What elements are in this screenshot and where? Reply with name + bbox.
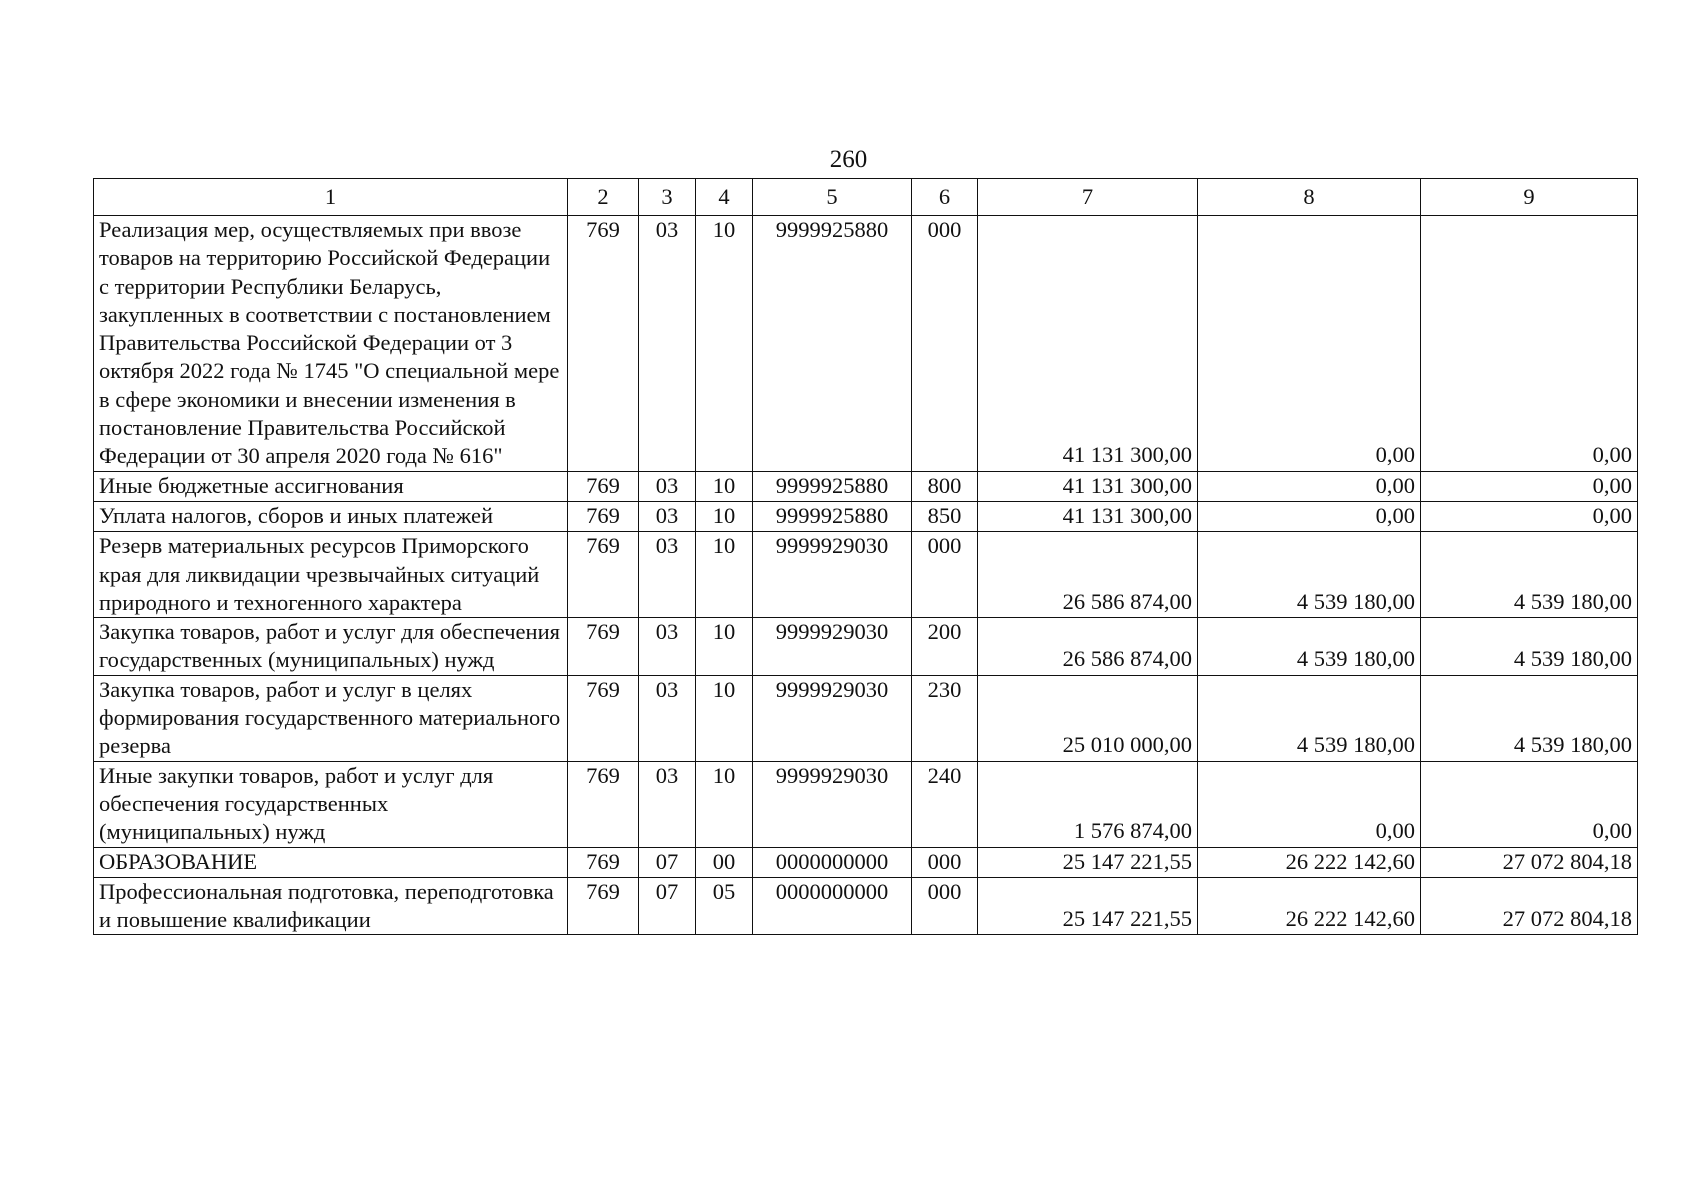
column-6-cell: 000 bbox=[912, 216, 978, 472]
column-7-cell: 25 147 221,55 bbox=[978, 877, 1198, 935]
column-6-cell: 200 bbox=[912, 618, 978, 676]
column-8-cell: 0,00 bbox=[1198, 761, 1421, 847]
column-8-cell: 0,00 bbox=[1198, 216, 1421, 472]
column-9-cell: 4 539 180,00 bbox=[1421, 532, 1638, 618]
row-name-cell: Профессиональная подготовка, переподготовка и повышение квалификации bbox=[94, 877, 568, 935]
column-2-cell: 769 bbox=[568, 618, 639, 676]
column-7-cell: 1 576 874,00 bbox=[978, 761, 1198, 847]
column-3-cell: 03 bbox=[639, 501, 696, 531]
column-5-cell: 9999929030 bbox=[753, 675, 912, 761]
column-7-cell: 25 010 000,00 bbox=[978, 675, 1198, 761]
column-9-cell: 0,00 bbox=[1421, 471, 1638, 501]
table-row bbox=[94, 532, 1638, 618]
row-name-cell: Закупка товаров, работ и услуг для обеспечения государственных (муниципальных) нужд bbox=[94, 618, 568, 676]
column-6-cell: 000 bbox=[912, 532, 978, 618]
table-row bbox=[94, 761, 1638, 847]
column-3-cell: 03 bbox=[639, 532, 696, 618]
column-6-cell: 800 bbox=[912, 471, 978, 501]
column-5-cell: 9999925880 bbox=[753, 501, 912, 531]
column-7-cell: 41 131 300,00 bbox=[978, 471, 1198, 501]
header-cell: 6 bbox=[912, 179, 978, 216]
header-cell: 5 bbox=[753, 179, 912, 216]
column-4-cell: 10 bbox=[696, 532, 753, 618]
row-name-cell: ОБРАЗОВАНИЕ bbox=[94, 847, 568, 877]
column-7-cell: 26 586 874,00 bbox=[978, 618, 1198, 676]
row-name-cell: Реализация мер, осуществляемых при ввозе товаров на территорию Российской Федерации с территории Республики Беларусь, закупленных в соответствии с постановлением Правительства Российской Федерации от 3 октября 2022 года № 1745 "О специальной мере в сфере экономики и внесении изменения в постановление Правительства Российской Федерации от 30 апреля 2020 года № 616" bbox=[94, 216, 568, 472]
column-8-cell: 4 539 180,00 bbox=[1198, 675, 1421, 761]
column-4-cell: 00 bbox=[696, 847, 753, 877]
row-name-cell: Иные бюджетные ассигнования bbox=[94, 471, 568, 501]
column-2-cell: 769 bbox=[568, 501, 639, 531]
column-2-cell: 769 bbox=[568, 532, 639, 618]
column-6-cell: 000 bbox=[912, 877, 978, 935]
page-number: 260 bbox=[829, 146, 868, 173]
column-6-cell: 230 bbox=[912, 675, 978, 761]
column-6-cell: 850 bbox=[912, 501, 978, 531]
row-name-cell: Уплата налогов, сборов и иных платежей bbox=[94, 501, 568, 531]
header-cell: 3 bbox=[639, 179, 696, 216]
column-3-cell: 03 bbox=[639, 618, 696, 676]
column-9-cell: 27 072 804,18 bbox=[1421, 877, 1638, 935]
column-9-cell: 0,00 bbox=[1421, 761, 1638, 847]
row-name-cell: Резерв материальных ресурсов Приморского края для ликвидации чрезвычайных ситуаций природного и техногенного характера bbox=[94, 532, 568, 618]
column-8-cell: 0,00 bbox=[1198, 471, 1421, 501]
column-9-cell: 4 539 180,00 bbox=[1421, 675, 1638, 761]
column-4-cell: 05 bbox=[696, 877, 753, 935]
header-cell: 7 bbox=[978, 179, 1198, 216]
column-5-cell: 9999929030 bbox=[753, 761, 912, 847]
column-9-cell: 0,00 bbox=[1421, 216, 1638, 472]
column-2-cell: 769 bbox=[568, 471, 639, 501]
column-6-cell: 000 bbox=[912, 847, 978, 877]
column-3-cell: 03 bbox=[639, 675, 696, 761]
column-9-cell: 0,00 bbox=[1421, 501, 1638, 531]
column-2-cell: 769 bbox=[568, 675, 639, 761]
column-8-cell: 26 222 142,60 bbox=[1198, 877, 1421, 935]
column-8-cell: 4 539 180,00 bbox=[1198, 532, 1421, 618]
column-7-cell: 26 586 874,00 bbox=[978, 532, 1198, 618]
column-3-cell: 03 bbox=[639, 216, 696, 472]
column-7-cell: 41 131 300,00 bbox=[978, 216, 1198, 472]
header-cell: 1 bbox=[94, 179, 568, 216]
table-row bbox=[94, 501, 1638, 531]
table-row bbox=[94, 675, 1638, 761]
column-5-cell: 0000000000 bbox=[753, 877, 912, 935]
column-6-cell: 240 bbox=[912, 761, 978, 847]
column-4-cell: 10 bbox=[696, 618, 753, 676]
table-row bbox=[94, 618, 1638, 676]
column-4-cell: 10 bbox=[696, 675, 753, 761]
column-4-cell: 10 bbox=[696, 501, 753, 531]
row-name-cell: Закупка товаров, работ и услуг в целях формирования государственного материального резерва bbox=[94, 675, 568, 761]
column-3-cell: 07 bbox=[639, 847, 696, 877]
column-8-cell: 0,00 bbox=[1198, 501, 1421, 531]
column-4-cell: 10 bbox=[696, 216, 753, 472]
column-9-cell: 27 072 804,18 bbox=[1421, 847, 1638, 877]
column-3-cell: 07 bbox=[639, 877, 696, 935]
header-cell: 9 bbox=[1421, 179, 1638, 216]
column-5-cell: 9999929030 bbox=[753, 618, 912, 676]
column-8-cell: 4 539 180,00 bbox=[1198, 618, 1421, 676]
budget-table bbox=[93, 178, 1638, 935]
column-2-cell: 769 bbox=[568, 216, 639, 472]
column-2-cell: 769 bbox=[568, 847, 639, 877]
column-5-cell: 9999925880 bbox=[753, 216, 912, 472]
row-name-cell: Иные закупки товаров, работ и услуг для обеспечения государственных (муниципальных) нужд bbox=[94, 761, 568, 847]
column-5-cell: 9999925880 bbox=[753, 471, 912, 501]
column-3-cell: 03 bbox=[639, 761, 696, 847]
column-4-cell: 10 bbox=[696, 471, 753, 501]
column-5-cell: 9999929030 bbox=[753, 532, 912, 618]
header-cell: 8 bbox=[1198, 179, 1421, 216]
column-4-cell: 10 bbox=[696, 761, 753, 847]
column-2-cell: 769 bbox=[568, 761, 639, 847]
table-header-row bbox=[94, 179, 1638, 216]
column-9-cell: 4 539 180,00 bbox=[1421, 618, 1638, 676]
column-3-cell: 03 bbox=[639, 471, 696, 501]
column-7-cell: 25 147 221,55 bbox=[978, 847, 1198, 877]
column-8-cell: 26 222 142,60 bbox=[1198, 847, 1421, 877]
column-5-cell: 0000000000 bbox=[753, 847, 912, 877]
table-row bbox=[94, 216, 1638, 472]
column-7-cell: 41 131 300,00 bbox=[978, 501, 1198, 531]
table-row bbox=[94, 877, 1638, 935]
table-row bbox=[94, 471, 1638, 501]
header-cell: 4 bbox=[696, 179, 753, 216]
column-2-cell: 769 bbox=[568, 877, 639, 935]
table-row bbox=[94, 847, 1638, 877]
header-cell: 2 bbox=[568, 179, 639, 216]
